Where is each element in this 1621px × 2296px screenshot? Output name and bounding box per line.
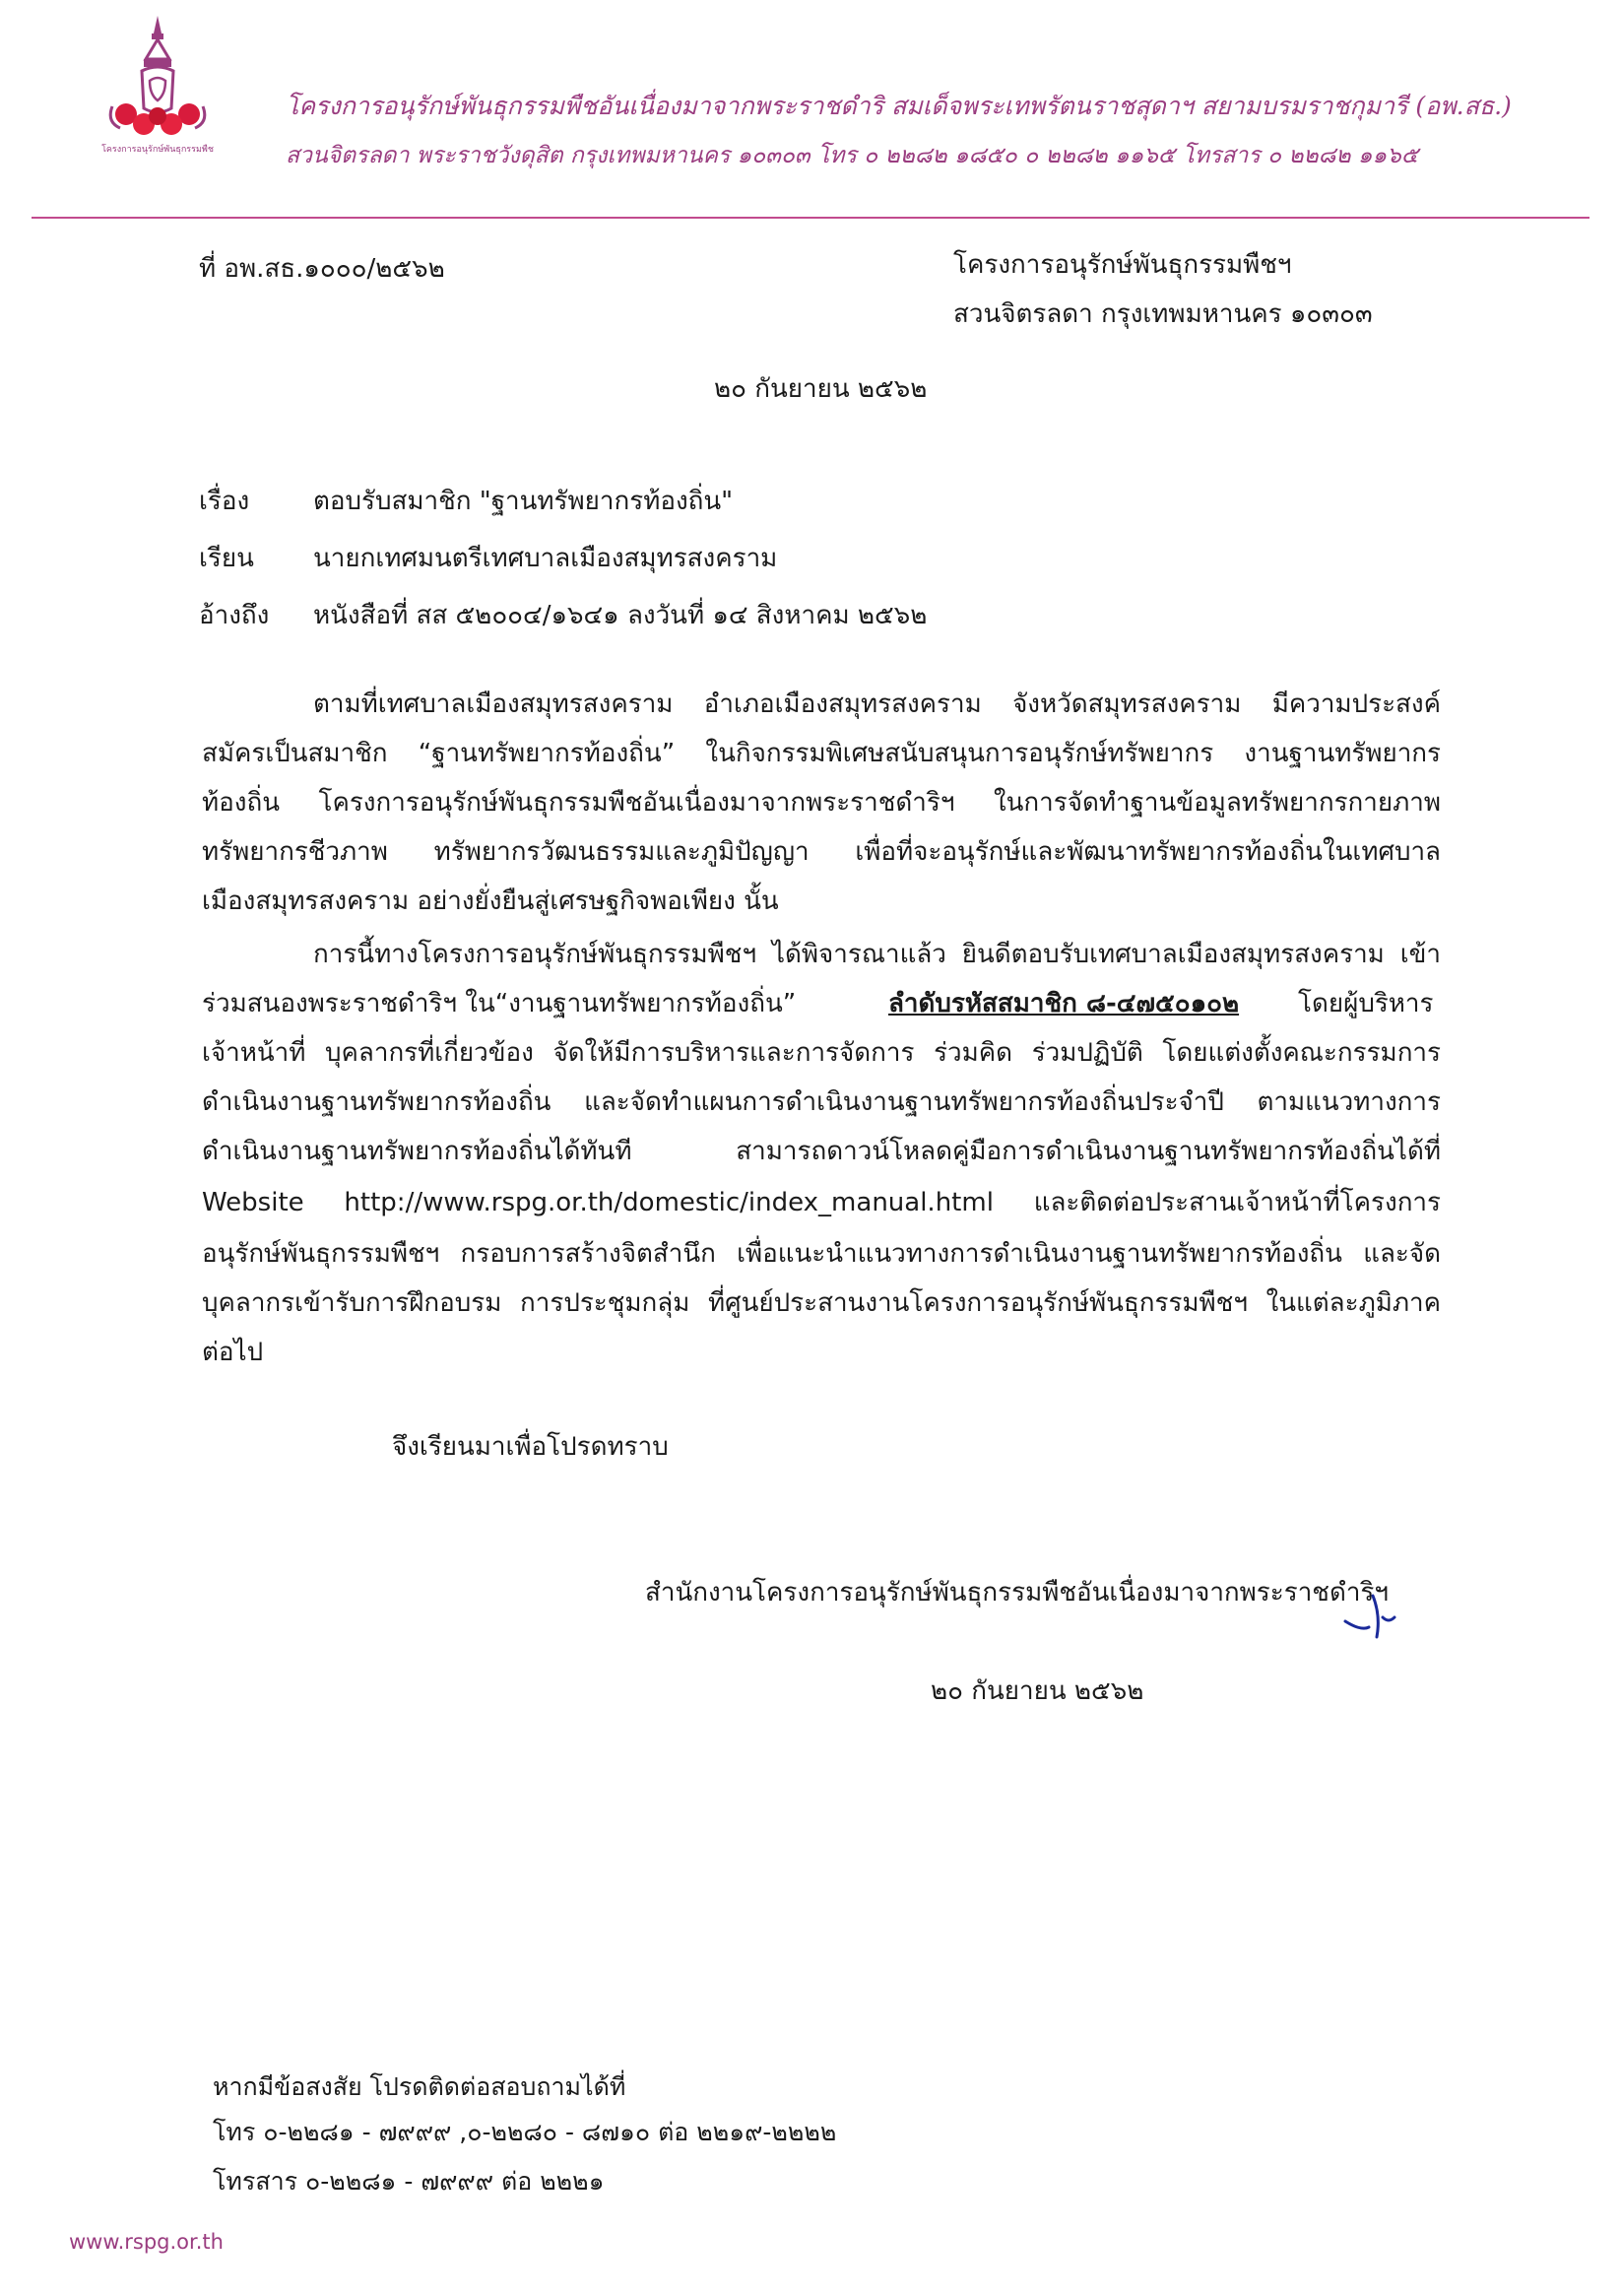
sender-name: โครงการอนุรักษ์พันธุกรรมพืชฯ [953,250,1292,280]
letter-date: ๒๐ กันยายน ๒๕๖๒ [714,374,928,404]
signature-date: ๒๐ กันยายน ๒๕๖๒ [931,1676,1144,1706]
paragraph-line: เจ้าหน้าที่ บุคลากรที่เกี่ยวข้อง จัดให้มีการบริหารและการจัดการ ร่วมคิด ร่วมปฏิบัติ โดยแต่งตั้งคณะกรรมการ [202,1038,1441,1068]
paragraph-line: โดยผู้บริหาร [1298,989,1434,1018]
paragraph-line: บุคลากรเข้ารับการฝึกอบรม การประชุมกลุ่ม ที่ศูนย์ประสานงานโครงการอนุรักษ์พันธุกรรมพืชฯ ในแต่ละภูมิภาค [202,1288,1441,1318]
contact-title: หากมีข้อสงสัย โปรดติดต่อสอบถามได้ที่ [213,2072,626,2101]
paragraph-line: อนุรักษ์พันธุกรรมพืชฯ กรอบการสร้างจิตสำนึก เพื่อแนะนำแนวทางการดำเนินงานฐานทรัพยากรท้องถิ่น และจัด [202,1239,1441,1269]
signatory: สำนักงานโครงการอนุรักษ์พันธุกรรมพืชอันเนื่องมาจากพระราชดำริฯ [645,1578,1389,1607]
paragraph-line: การนี้ทางโครงการอนุรักษ์พันธุกรรมพืชฯ ได้พิจารณาแล้ว ยินดีตอบรับเทศบาลเมืองสมุทรสงคราม เข้า [313,940,1441,969]
paragraph-line: ท้องถิ่น โครงการอนุรักษ์พันธุกรรมพืชอันเนื่องมาจากพระราชดำริฯ ในการจัดทำฐานข้อมูลทรัพยากรกายภาพ [202,788,1441,818]
closing-text: จึงเรียนมาเพื่อโปรดทราบ [392,1432,669,1462]
paragraph-line: ทรัพยากรชีวภาพ ทรัพยากรวัฒนธรรมและภูมิปัญญา เพื่อที่จะอนุรักษ์และพัฒนาทรัพยากรท้องถิ่นในเทศบาล [202,837,1441,867]
footer-website-link[interactable]: www.rspg.or.th [69,2230,224,2254]
paragraph-line: ต่อไป [202,1338,264,1367]
subject-label: เรื่อง [199,487,250,516]
contact-phone: โทร ๐-๒๒๘๑ - ๗๙๙๙ ,๐-๒๒๘๐ - ๘๗๑๐ ต่อ ๒๒๑๙-๒๒๒๒ [213,2118,837,2146]
letterhead-address: สวนจิตรลดา พระราชวังดุสิต กรุงเทพมหานคร ๑๐๓๐๓ โทร ๐ ๒๒๘๒ ๑๘๕๐ ๐ ๒๒๘๒ ๑๑๖๕ โทรสาร ๐ ๒๒๘๒ ๑๑๖๕ [286,143,1419,168]
subject-text: ตอบรับสมาชิก "ฐานทรัพยากรท้องถิ่น" [313,487,734,516]
reference-label: อ้างถึง [199,601,270,630]
reference-number: ที่ อพ.สธ.๑๐๐๐/๒๕๖๒ [199,254,445,284]
paragraph-line: ร่วมสนองพระราชดำริฯ ใน“งานฐานทรัพยากรท้องถิ่น” [202,989,797,1018]
letterhead-divider [32,217,1589,219]
paragraph-line: ดำเนินงานฐานทรัพยากรท้องถิ่น และจัดทำแผนการดำเนินงานฐานทรัพยากรท้องถิ่นประจำปี ตามแนวทางการ [202,1087,1441,1117]
rspg-logo [98,12,217,160]
reference-text: หนังสือที่ สส ๕๒๐๐๔/๑๖๔๑ ลงวันที่ ๑๔ สิงหาคม ๒๕๖๒ [313,601,928,630]
signature-mark [1339,1588,1408,1647]
paragraph-line: ตามที่เทศบาลเมืองสมุทรสงคราม อำเภอเมืองสมุทรสงคราม จังหวัดสมุทรสงคราม มีความประสงค์ [313,689,1441,719]
sender-address: สวนจิตรลดา กรุงเทพมหานคร ๑๐๓๐๓ [953,299,1373,329]
contact-fax: โทรสาร ๐-๒๒๘๑ - ๗๙๙๙ ต่อ ๒๒๒๑ [213,2167,605,2196]
website-line[interactable]: Website http://www.rspg.or.th/domestic/index_manual.html และติดต่อประสานเจ้าหน้าที่โครงการ [202,1188,1441,1217]
paragraph-line: ดำเนินงานฐานทรัพยากรท้องถิ่นได้ทันที สามารถดาวน์โหลดคู่มือการดำเนินงานฐานทรัพยากรท้องถิ่นได้ที่ [202,1137,1441,1166]
paragraph-line: สมัครเป็นสมาชิก “ฐานทรัพยากรท้องถิ่น” ในกิจกรรมพิเศษสนับสนุนการอนุรักษ์ทรัพยากร งานฐานทรัพยากร [202,739,1441,768]
logo-caption: โครงการอนุรักษ์พันธุกรรมพืช [101,145,214,155]
letterhead-title: โครงการอนุรักษ์พันธุกรรมพืชอันเนื่องมาจากพระราชดำริ สมเด็จพระเทพรัตนราชสุดาฯ สยามบรมราชกุมารี (อพ.สธ.) [286,92,1512,120]
recipient-text: นายกเทศมนตรีเทศบาลเมืองสมุทรสงคราม [313,544,778,573]
recipient-label: เรียน [199,544,254,573]
paragraph-line: เมืองสมุทรสงคราม อย่างยั่งยืนสู่เศรษฐกิจพอเพียง นั้น [202,886,779,916]
member-code: ลำดับรหัสสมาชิก ๘-๔๗๕๐๑๐๒ [888,989,1240,1018]
